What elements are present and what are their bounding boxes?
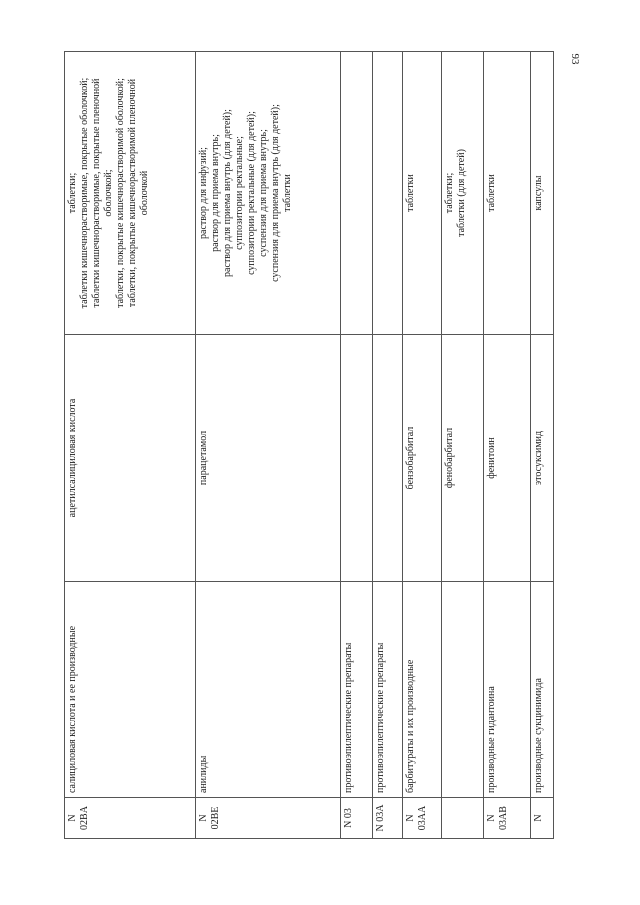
dosage-form: раствор для приема внутрь; — [210, 134, 221, 252]
dosage-form: таблетки, покрытые кишечнорастворимой оболочкой; — [115, 78, 126, 308]
dosage-form: суппозитории ректальные; — [234, 136, 245, 250]
dosage-form: суспензия для приема внутрь (для детей); — [270, 104, 281, 282]
drug-name-cell: парацетамол — [196, 335, 341, 582]
atc-code-cell: N 03A — [373, 798, 403, 839]
dosage-forms-cell — [403, 52, 442, 335]
group-name-cell — [442, 582, 484, 798]
dosage-form: таблетки — [405, 174, 416, 212]
dosage-forms-cell — [373, 52, 403, 335]
drug-name-cell — [341, 335, 373, 582]
table-row — [373, 52, 403, 839]
dosage-forms-cell — [442, 52, 484, 335]
group-name-cell: анилиды — [196, 582, 341, 798]
page-number: 93 — [569, 53, 581, 65]
drug-name-cell: этосуксимид — [531, 335, 554, 582]
drug-name-cell: ацетилсалициловая кислота — [65, 335, 196, 582]
dosage-form: таблетки (для детей) — [456, 149, 467, 237]
table-row — [65, 52, 196, 839]
atc-code-cell: N 03 — [341, 798, 373, 839]
drug-name-cell: бензобарбитал — [403, 335, 442, 582]
dosage-form: таблетки; — [67, 172, 78, 214]
drug-name-cell — [373, 335, 403, 582]
dosage-forms-cell — [531, 52, 554, 335]
dosage-form: таблетки — [486, 174, 497, 212]
dosage-form: капсулы — [533, 175, 544, 211]
rotated-table-container — [64, 52, 553, 839]
atc-code-cell: N — [531, 798, 554, 839]
dosage-form: таблетки — [282, 174, 293, 212]
dosage-form: суспензия для приема внутрь; — [258, 129, 269, 257]
drug-table — [64, 51, 554, 839]
dosage-form: таблетки кишечнорастворимые, покрытые пленочной оболочкой; — [91, 78, 114, 308]
drug-name-cell: фенитоин — [484, 335, 531, 582]
group-name-cell: производные гидантоина — [484, 582, 531, 798]
dosage-forms-cell — [65, 52, 196, 335]
atc-code-cell — [442, 798, 484, 839]
atc-code-cell: N 03AB — [484, 798, 531, 839]
table-row — [442, 52, 484, 839]
atc-code-cell: N 02BA — [65, 798, 196, 839]
atc-code-cell: N 03AA — [403, 798, 442, 839]
dosage-form: раствор для приема внутрь (для детей); — [222, 109, 233, 277]
table-row — [196, 52, 341, 839]
dosage-form: раствор для инфузий; — [198, 147, 209, 239]
dosage-form: суппозитории ректальные (для детей); — [246, 111, 257, 275]
table-row — [531, 52, 554, 839]
dosage-forms-cell — [196, 52, 341, 335]
group-name-cell: производные сукцинимида — [531, 582, 554, 798]
dosage-forms-cell — [341, 52, 373, 335]
atc-code-cell: N 02BE — [196, 798, 341, 839]
dosage-form: таблетки; — [444, 172, 455, 214]
drug-name-cell: фенобарбитал — [442, 335, 484, 582]
group-name-cell: противоэпилептические препараты — [373, 582, 403, 798]
dosage-form: таблетки, покрытые кишечнорастворимой пленочной оболочкой — [127, 78, 150, 308]
dosage-forms-cell — [484, 52, 531, 335]
group-name-cell: салициловая кислота и ее производные — [65, 582, 196, 798]
table-row — [403, 52, 442, 839]
group-name-cell: противоэпилептические препараты — [341, 582, 373, 798]
dosage-form: таблетки кишечнорастворимые, покрытые оболочкой; — [79, 77, 90, 309]
table-row — [341, 52, 373, 839]
table-row — [484, 52, 531, 839]
group-name-cell: барбитураты и их производные — [403, 582, 442, 798]
